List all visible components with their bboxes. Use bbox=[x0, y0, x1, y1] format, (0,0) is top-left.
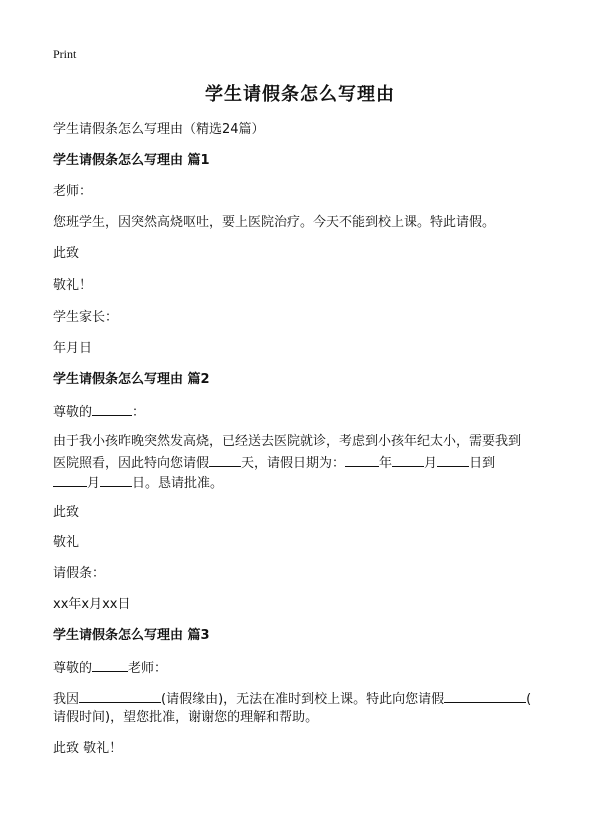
fill-in-blank bbox=[100, 472, 132, 487]
salutation-text: 老师： bbox=[128, 661, 168, 676]
body-text: 日到 bbox=[469, 456, 496, 471]
fill-in-blank bbox=[345, 452, 379, 467]
print-link[interactable]: Print bbox=[53, 47, 77, 61]
body-text: 日。恳请批准。 bbox=[132, 476, 224, 491]
section-1-line: 学生家长： bbox=[53, 310, 119, 325]
section-2-body-line bbox=[53, 472, 223, 494]
page-title: 学生请假条怎么写理由 bbox=[205, 84, 395, 105]
section-3-closing: 此致 敬礼！ bbox=[53, 741, 123, 756]
salutation-text: 尊敬的 bbox=[53, 405, 93, 420]
body-text: (请假缘由)，无法在准时到校上课。特此向您请假 bbox=[161, 692, 445, 707]
section-2-closing: 此致 bbox=[53, 505, 80, 520]
section-2-heading: 学生请假条怎么写理由 篇2 bbox=[53, 372, 210, 387]
document-subtitle: 学生请假条怎么写理由（精选24篇） bbox=[53, 122, 265, 137]
section-3-body-line: 请假时间)，望您批准，谢谢您的理解和帮助。 bbox=[53, 710, 319, 725]
fill-in-blank bbox=[92, 401, 132, 416]
body-text: 年 bbox=[379, 456, 393, 471]
body-text: 我因 bbox=[53, 692, 80, 707]
section-1-line: 年月日 bbox=[53, 341, 93, 356]
body-text: 月 bbox=[87, 476, 101, 491]
body-text: 医院照看，因此特向您请假 bbox=[53, 456, 210, 471]
section-2-body-line: 由于我小孩昨晚突然发高烧，已经送去医院就诊，考虑到小孩年纪太小，需要我到 bbox=[53, 434, 522, 449]
section-1-line: 您班学生，因突然高烧呕吐，要上医院治疗。今天不能到校上课。特此请假。 bbox=[53, 215, 496, 230]
fill-in-blank bbox=[53, 472, 87, 487]
section-1-line: 此致 bbox=[53, 246, 80, 261]
fill-in-blank bbox=[437, 452, 469, 467]
fill-in-blank bbox=[209, 452, 241, 467]
section-1-heading: 学生请假条怎么写理由 篇1 bbox=[53, 153, 210, 168]
section-2-salutation bbox=[53, 401, 145, 423]
fill-in-blank bbox=[444, 688, 526, 703]
section-2-body-line bbox=[53, 452, 495, 474]
section-2-closing: 敬礼 bbox=[53, 535, 80, 550]
fill-in-blank bbox=[92, 657, 128, 672]
body-text: ( bbox=[526, 692, 532, 707]
section-1-line: 老师： bbox=[53, 184, 93, 199]
section-2-signer: 请假条： bbox=[53, 566, 106, 581]
fill-in-blank bbox=[79, 688, 161, 703]
salutation-text: ： bbox=[132, 405, 146, 420]
section-2-date: xx年x月xx日 bbox=[53, 597, 131, 612]
salutation-text: 尊敬的 bbox=[53, 661, 93, 676]
body-text: 月 bbox=[424, 456, 438, 471]
fill-in-blank bbox=[392, 452, 424, 467]
body-text: 天，请假日期为： bbox=[241, 456, 346, 471]
section-1-line: 敬礼！ bbox=[53, 278, 93, 293]
section-3-body-line bbox=[53, 688, 531, 710]
section-3-heading: 学生请假条怎么写理由 篇3 bbox=[53, 628, 210, 643]
section-3-salutation bbox=[53, 657, 167, 679]
